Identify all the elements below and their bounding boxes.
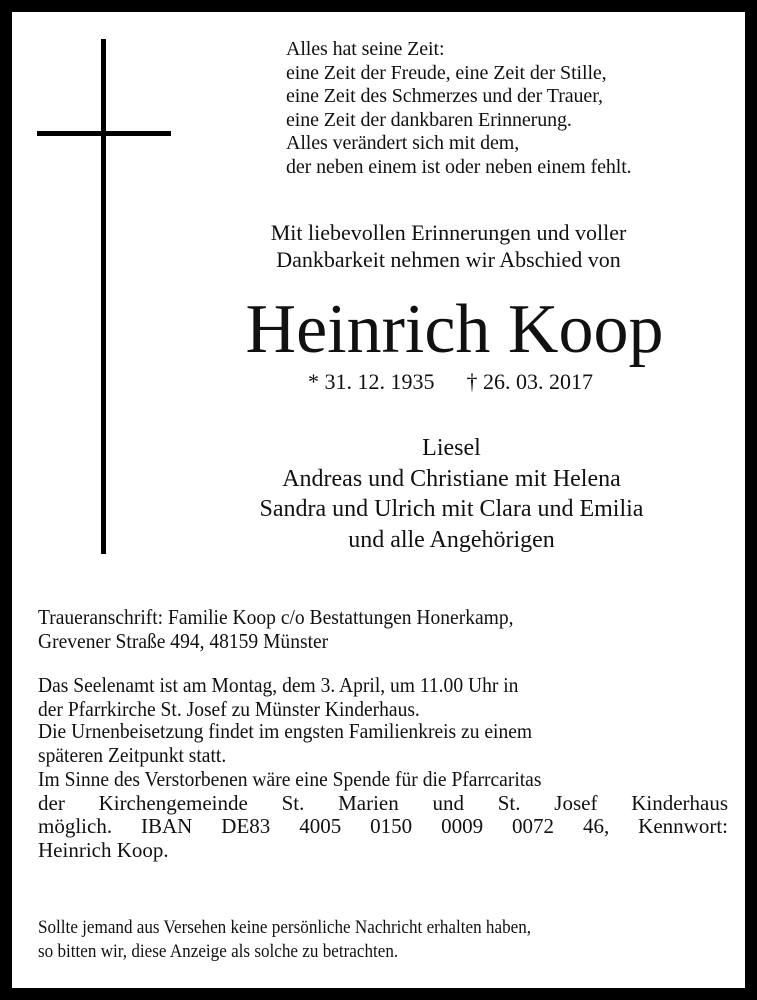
note-line: Sollte jemand aus Versehen keine persönliche Nachricht erhalten haben,	[38, 917, 532, 938]
mourner-line: Andreas und Christiane mit Helena	[282, 465, 621, 492]
donation-info	[38, 768, 728, 862]
mass-line: Das Seelenamt ist am Montag, dem 3. April, um 11.00 Uhr in	[38, 673, 519, 697]
cross-horizontal-bar	[37, 131, 171, 136]
address-line: Traueranschrift: Familie Koop c/o Bestattungen Honerkamp,	[38, 605, 514, 629]
life-dates	[12, 368, 745, 396]
poem-line: der neben einem ist oder neben einem fehlt.	[286, 155, 632, 178]
obituary-card	[12, 12, 745, 988]
poem-line: eine Zeit der Freude, eine Zeit der Stille,	[286, 61, 607, 84]
death-date: † 26. 03. 2017	[466, 369, 593, 394]
poem-line: eine Zeit des Schmerzes und der Trauer,	[286, 85, 603, 108]
donation-line: Heinrich Koop.	[38, 837, 169, 862]
mourners-list	[12, 433, 745, 555]
donation-line: möglich. IBAN DE83 4005 0150 0009 0072 46, Kennwort:	[38, 814, 728, 838]
urn-line: späteren Zeitpunkt statt.	[38, 742, 227, 767]
farewell-intro	[12, 219, 745, 273]
donation-line: Im Sinne des Verstorbenen wäre eine Spende für die Pfarrcaritas	[38, 767, 542, 791]
deceased-name: Heinrich Koop	[245, 291, 664, 368]
notification-note	[38, 916, 531, 964]
poem-line: Alles verändert sich mit dem,	[286, 132, 520, 155]
mourner-line: und alle Angehörigen	[348, 526, 555, 553]
address-line: Grevener Straße 494, 48159 Münster	[38, 628, 329, 653]
intro-line: Mit liebevollen Erinnerungen und voller	[270, 220, 627, 245]
note-line: so bitten wir, diese Anzeige als solche zu betrachten.	[38, 941, 399, 962]
requiem-mass-info	[38, 674, 680, 721]
poem-line: Alles hat seine Zeit:	[286, 38, 445, 60]
donation-line: der Kirchengemeinde St. Marien und St. Josef Kinderhaus	[38, 790, 728, 815]
urn-line: Die Urnenbeisetzung findet im engsten Familienkreis zu einem	[38, 719, 533, 743]
mourner-line: Liesel	[422, 435, 481, 461]
mass-line: der Pfarrkirche St. Josef zu Münster Kinderhaus.	[38, 696, 420, 721]
poem-line: eine Zeit der dankbaren Erinnerung.	[286, 108, 572, 131]
mourner-line: Sandra und Ulrich mit Clara und Emilia	[259, 496, 644, 522]
poem	[286, 38, 632, 180]
mourning-address	[38, 606, 680, 653]
birth-date: * 31. 12. 1935	[308, 369, 435, 394]
intro-line: Dankbarkeit nehmen wir Abschied von	[276, 247, 621, 272]
urn-burial-info	[38, 720, 680, 767]
